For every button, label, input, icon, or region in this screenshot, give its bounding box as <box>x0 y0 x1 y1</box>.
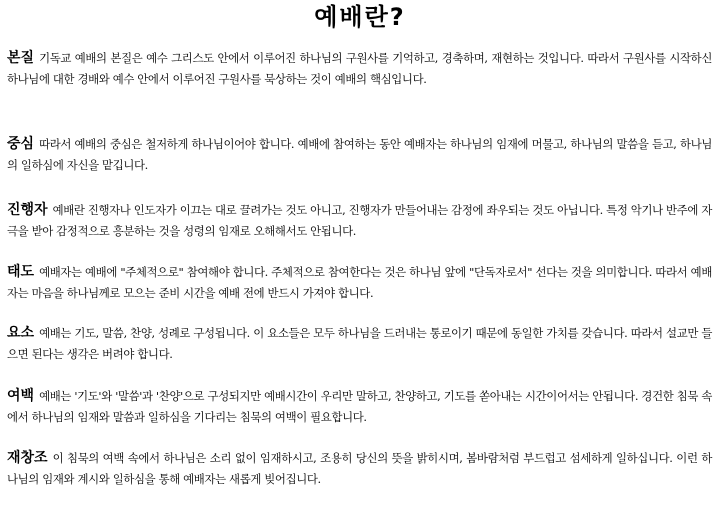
section-heading: 여백 <box>7 388 35 404</box>
section-heading: 재창조 <box>7 450 48 466</box>
section-heading: 태도 <box>7 264 35 280</box>
section-body: 예배는 기도, 말씀, 찬양, 성례로 구성됩니다. 이 요소들은 모두 하나님을 드러내는 통로이기 때문에 동일한 가치를 갖습니다. 따라서 설교만 들으면 된다는 생각은 버려야 합니다. <box>7 326 712 361</box>
section-margin <box>7 386 712 428</box>
section-elements <box>7 323 712 365</box>
section-body: 따라서 예배의 중심은 철저하게 하나님이어야 합니다. 예배에 참여하는 동안 예배자는 하나님의 임재에 머물고, 하나님의 말씀을 듣고, 하나님의 일하심에 자신을 맡깁니다. <box>7 137 712 172</box>
section-attitude <box>7 262 712 304</box>
section-essence <box>7 48 712 90</box>
section-body: 이 침묵의 여백 속에서 하나님은 소리 없이 임재하시고, 조용히 당신의 뜻을 밝히시며, 봄바람처럼 부드럽고 섬세하게 일하십니다. 이런 하나님의 임재와 계시와 일하심을 통해 예배자는 새롭게 빚어집니다. <box>7 451 712 486</box>
section-leader <box>7 200 712 242</box>
section-body: 예배는 '기도'와 '말씀'과 '찬양'으로 구성되지만 예배시간이 우리만 말하고, 찬양하고, 기도를 쏟아내는 시간이어서는 안됩니다. 경건한 침묵 속에서 하나님의 임재와 말씀과 일하심을 기다리는 침묵의 여백이 필요합니다. <box>7 389 712 424</box>
section-center <box>7 134 712 176</box>
section-recreation <box>7 448 712 490</box>
section-heading: 요소 <box>7 325 35 341</box>
section-heading: 진행자 <box>7 202 48 218</box>
section-heading: 중심 <box>7 136 35 152</box>
section-body: 기독교 예배의 본질은 예수 그리스도 안에서 이루어진 하나님의 구원사를 기억하고, 경축하며, 재현하는 것입니다. 따라서 구원사를 시작하신 하나님에 대한 경배와 예수 안에서 이루어진 구원사를 묵상하는 것이 예배의 핵심입니다. <box>7 51 712 86</box>
section-body: 예배란 진행자나 인도자가 이끄는 대로 끌려가는 것도 아니고, 진행자가 만들어내는 감정에 좌우되는 것도 아닙니다. 특정 악기나 반주에 자극을 받아 감정적으로 흥분하는 것을 성령의 임재로 오해해서도 안됩니다. <box>7 203 712 238</box>
section-heading: 본질 <box>7 50 35 66</box>
page-title: 예배란? <box>314 3 406 31</box>
section-body: 예배자는 예배에 "주체적으로" 참여해야 합니다. 주체적으로 참여한다는 것은 하나님 앞에 "단독자로서" 선다는 것을 의미합니다. 따라서 예배자는 마음을 하나님께로 모으는 준비 시간을 예배 전에 반드시 가져야 합니다. <box>7 265 712 300</box>
